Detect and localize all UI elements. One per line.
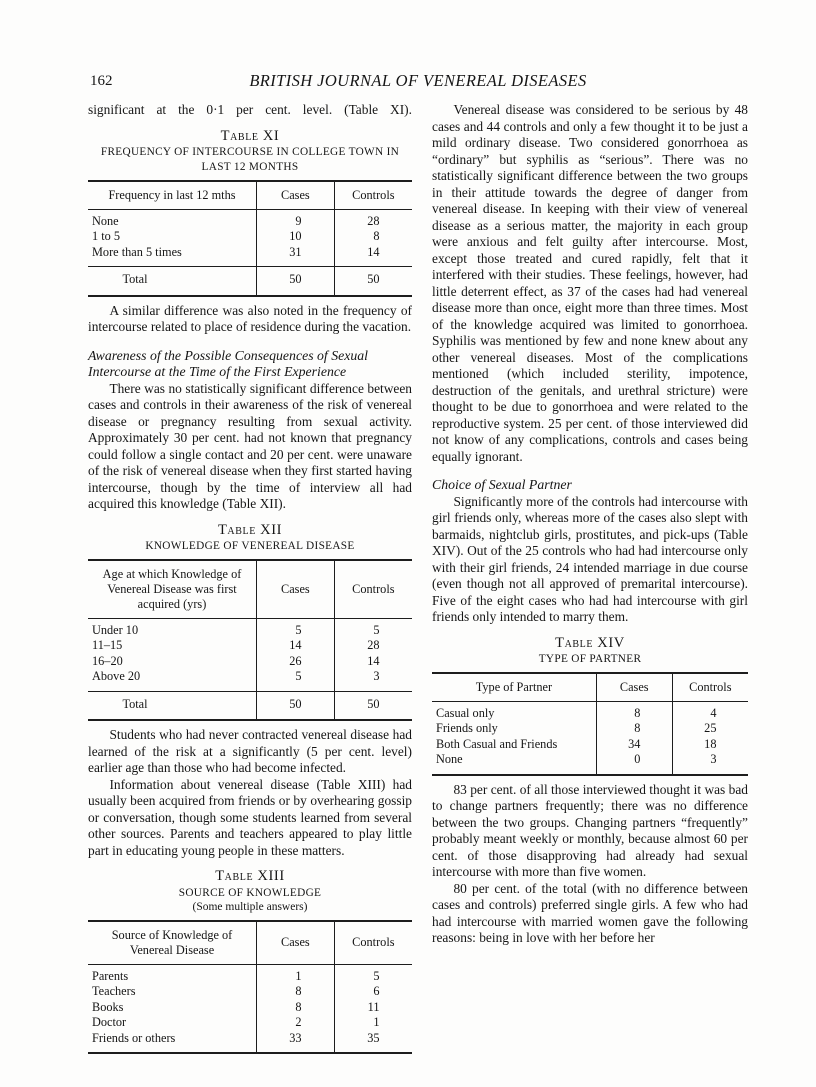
table-row xyxy=(88,638,412,654)
table-xi-subtitle: FREQUENCY OF INTERCOURSE IN COLLEGE TOWN IN LAST 12 MONTHS xyxy=(100,146,400,173)
table-header-row xyxy=(88,560,412,619)
paragraph-partner-choice: Significantly more of the controls had intercourse with girl friends only, whereas more of the cases also slept with barmaids, nightclub girls, prostitutes, and pick-ups (Table XIV). Out of the 25 controls who had had intercourse only with their girl friends, 24 intended marriage in due course (even though not all approved of premarital intercourse). Five of the eight cases who had had intercourse with girl friends only intended to marry them. xyxy=(432,493,748,624)
table-row xyxy=(88,1000,412,1016)
total-value: 50 xyxy=(334,267,412,296)
table-total-row xyxy=(88,267,412,296)
row-value: 14 xyxy=(334,245,412,267)
row-value: 8 xyxy=(596,701,672,721)
table-row xyxy=(88,229,412,245)
section-heading-awareness: Awareness of the Possible Consequences of Sexual Intercourse at the Time of the First Experience xyxy=(88,347,368,380)
row-label: None xyxy=(92,213,119,228)
row-value: 5 xyxy=(334,618,412,638)
row-label: Parents xyxy=(92,968,129,983)
paragraph-disease-seriousness: Venereal disease was considered to be serious by 48 cases and 44 controls and only a few thought it to be just a mild ordinary disease. Two considered gonorrhoea as “ordinary” but syphilis as “serious”. There was no statistically significant difference between the two groups in their attitude towards the degree of danger from venereal disease. In keeping with their view of venereal disease as a serious matter, the majority in each group were anxious and felt guilty after intercourse. Most, except those treated and cured rapidly, felt that it interfered with their studies. These feelings, however, had little deterrent effect, as 37 of the cases had had venereal disease more than once, eight more than three times. Most of the knowledge acquired was limited to gonorrhoea. Syphilis was mentioned by few and none knew about any other venereal diseases. Most of the complications mentioned (which included sterility, impotence, destruction of the genitals, and urethral stricture) were thought to be due to gonorrhoea and were related to the reproductive system. 25 per cent. of those interviewed did not know of any complications, controls and cases being equally ignorant. xyxy=(432,102,748,464)
row-label: Friends only xyxy=(436,721,498,736)
row-value: 8 xyxy=(596,721,672,737)
row-value: 14 xyxy=(334,654,412,670)
row-value: 14 xyxy=(256,638,334,654)
row-value: 0 xyxy=(596,752,672,775)
row-value: 5 xyxy=(334,964,412,984)
table-xiv-subtitle: TYPE OF PARTNER xyxy=(538,653,642,666)
row-value: 3 xyxy=(334,669,412,691)
page-header xyxy=(88,70,748,96)
row-label: Books xyxy=(92,999,124,1014)
column-header: Age at which Knowledge of Venereal Disease was first acquired (yrs) xyxy=(88,560,256,619)
table-row xyxy=(432,701,748,721)
row-value: 35 xyxy=(334,1031,412,1054)
total-value: 50 xyxy=(256,691,334,720)
column-header: Source of Knowledge of Venereal Disease xyxy=(88,921,256,965)
paragraph-similar-difference: A similar difference was also noted in the frequency of intercourse related to place of residence during the vacation. xyxy=(88,302,412,335)
row-value: 28 xyxy=(334,638,412,654)
row-value: 31 xyxy=(256,245,334,267)
total-label: Total xyxy=(88,267,256,296)
column-header: Cases xyxy=(596,673,672,702)
column-header: Controls xyxy=(334,921,412,965)
row-value: 1 xyxy=(256,964,334,984)
table-header-row xyxy=(88,921,412,965)
row-value: 8 xyxy=(256,1000,334,1016)
row-label: Teachers xyxy=(92,984,136,998)
page-content xyxy=(88,70,748,1060)
column-header: Cases xyxy=(256,921,334,965)
paragraph-information-sources: Information about venereal disease (Table XIII) had usually been acquired from friends or by overhearing gossip or conversation, though some students learned from several other sources. Parents and teachers appeared to play little part in educating young people in these matters. xyxy=(88,776,412,858)
total-value: 50 xyxy=(334,691,412,720)
right-column xyxy=(432,102,748,947)
table-xiv-block xyxy=(432,635,748,776)
table-row xyxy=(432,737,748,753)
row-label: Casual only xyxy=(436,705,495,720)
table-xi-caption: Table XI xyxy=(220,127,280,144)
table-row xyxy=(88,618,412,638)
paragraph-preferred-single-girls: 80 per cent. of the total (with no difference between cases and controls) preferred single girls. A few who had had intercourse with married women gave the following reasons: being in love with her before her xyxy=(432,880,748,946)
row-value: 3 xyxy=(672,752,748,775)
table-row xyxy=(88,654,412,670)
left-column xyxy=(88,102,412,1060)
row-value: 25 xyxy=(672,721,748,737)
row-value: 8 xyxy=(256,984,334,1000)
row-value: 4 xyxy=(672,701,748,721)
table-row xyxy=(432,721,748,737)
paragraph-changing-partners: 83 per cent. of all those interviewed thought it was bad to change partners frequently; there was no difference between the two groups. Changing partners “frequently” probably meant weekly or monthly, because almost 60 per cent. of those disapproving had already had sexual intercourse with more than five women. xyxy=(432,781,748,880)
row-label: 16–20 xyxy=(92,653,123,668)
table-xiii-subtitle: SOURCE OF KNOWLEDGE xyxy=(178,887,322,900)
paragraph-awareness: There was no statistically significant difference between cases and controls in their awareness of the risk of venereal disease or pregnancy resulting from sexual activity. Approximately 30 per cent. had not known that pregnancy could follow a single contact and 20 per cent. were unaware of the risk of venereal disease when they first started having intercourse, though by the time of interview all had acquired this knowledge (Table XII). xyxy=(88,380,412,512)
row-value: 2 xyxy=(256,1015,334,1031)
table-row xyxy=(432,752,748,775)
two-column-layout xyxy=(88,102,748,1060)
table-xii-subtitle: KNOWLEDGE OF VENEREAL DISEASE xyxy=(145,540,355,553)
total-label: Total xyxy=(88,691,256,720)
table-xiii-note: (Some multiple answers) xyxy=(192,900,308,913)
row-value: 18 xyxy=(672,737,748,753)
table-header-row xyxy=(432,673,748,702)
page-number: 162 xyxy=(90,73,113,89)
table-row xyxy=(88,1015,412,1031)
column-header: Frequency in last 12 mths xyxy=(88,181,256,210)
row-value: 5 xyxy=(256,669,334,691)
table-xiii-block xyxy=(88,868,412,1054)
row-label: More than 5 times xyxy=(92,244,182,259)
table-xiv-caption: Table XIV xyxy=(555,634,625,651)
table-xiii xyxy=(88,920,412,1055)
row-label: Both Casual and Friends xyxy=(436,736,558,751)
table-xi xyxy=(88,180,412,297)
table-total-row xyxy=(88,691,412,720)
row-value: 5 xyxy=(256,618,334,638)
row-label: Friends or others xyxy=(92,1030,176,1045)
table-xi-block xyxy=(88,128,412,297)
column-header: Cases xyxy=(256,560,334,619)
row-value: 11 xyxy=(334,1000,412,1016)
row-value: 1 xyxy=(334,1015,412,1031)
row-value: 28 xyxy=(334,209,412,229)
row-value: 9 xyxy=(256,209,334,229)
table-xiv xyxy=(432,672,748,776)
column-header: Controls xyxy=(672,673,748,702)
column-header: Controls xyxy=(334,181,412,210)
column-header: Controls xyxy=(334,560,412,619)
row-label: None xyxy=(436,752,463,767)
table-xii-block xyxy=(88,522,412,722)
table-header-row xyxy=(88,181,412,210)
row-value: 10 xyxy=(256,229,334,245)
column-header: Cases xyxy=(256,181,334,210)
total-value: 50 xyxy=(256,267,334,296)
table-row xyxy=(88,1031,412,1054)
table-xii-caption: Table XII xyxy=(217,521,283,538)
row-value: 33 xyxy=(256,1031,334,1054)
table-xiii-caption: Table XIII xyxy=(215,868,285,885)
journal-title: BRITISH JOURNAL OF VENEREAL DISEASES xyxy=(249,71,587,90)
row-label: 1 to 5 xyxy=(92,229,121,244)
row-value: 34 xyxy=(596,737,672,753)
table-row xyxy=(88,984,412,1000)
table-xii xyxy=(88,559,412,722)
row-label: 11–15 xyxy=(92,638,123,653)
paragraph-significance: significant at the 0·1 per cent. level. (Table XI). xyxy=(88,102,412,117)
table-row xyxy=(88,245,412,267)
row-value: 6 xyxy=(334,984,412,1000)
row-value: 8 xyxy=(334,229,412,245)
row-label: Above 20 xyxy=(92,669,141,684)
table-row xyxy=(88,209,412,229)
table-row xyxy=(88,669,412,691)
table-row xyxy=(88,964,412,984)
section-heading-choice-of-partner: Choice of Sexual Partner xyxy=(432,477,572,492)
column-header: Type of Partner xyxy=(432,673,596,702)
row-label: Doctor xyxy=(92,1015,127,1029)
row-label: Under 10 xyxy=(92,622,139,637)
paragraph-students-risk: Students who had never contracted venereal disease had learned of the risk at a significantly (5 per cent. level) earlier age than those who had become infected. xyxy=(88,727,412,776)
row-value: 26 xyxy=(256,654,334,670)
